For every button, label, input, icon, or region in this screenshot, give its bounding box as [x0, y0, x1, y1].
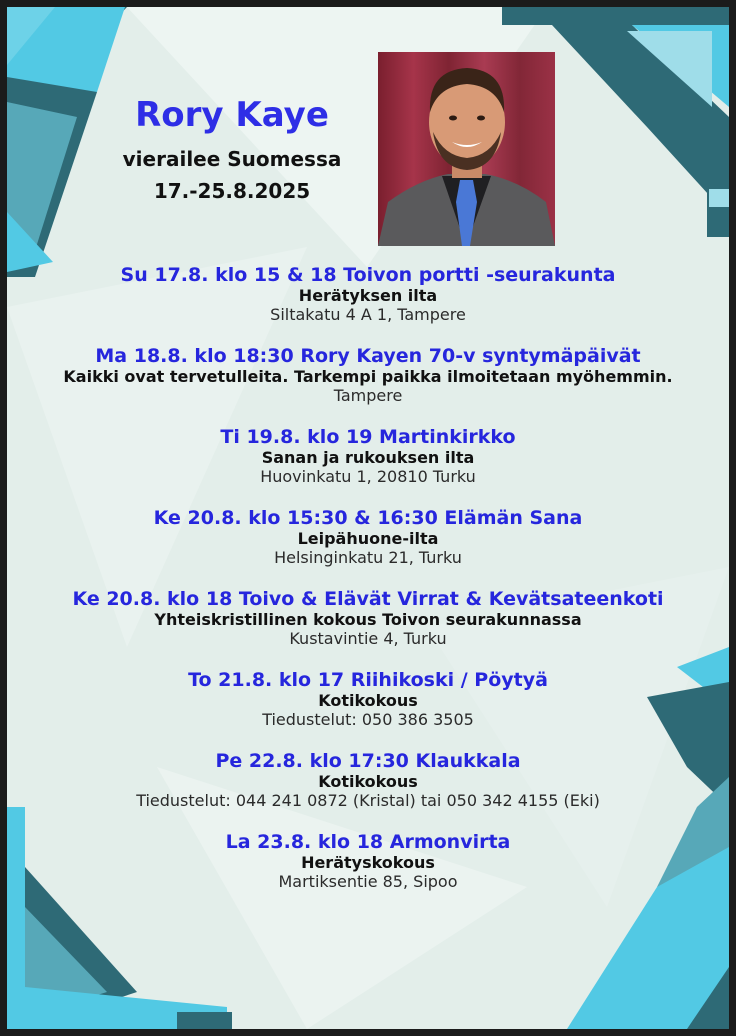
event-heading: Pe 22.8. klo 17:30 Klaukkala — [215, 750, 521, 772]
event-subtitle: Yhteiskristillinen kokous Toivon seurakunnassa — [154, 610, 582, 629]
event-item — [7, 264, 729, 325]
event-subtitle: Kaikki ovat tervetulleita. Tarkempi paikka ilmoitetaan myöhemmin. — [63, 367, 673, 386]
event-location: Martiksentie 85, Sipoo — [278, 872, 458, 891]
event-item — [7, 426, 729, 487]
event-heading: Ti 19.8. klo 19 Martinkirkko — [220, 426, 516, 448]
event-item — [7, 750, 729, 811]
event-location: Huovinkatu 1, 20810 Turku — [260, 467, 476, 486]
event-heading: La 23.8. klo 18 Armonvirta — [225, 831, 511, 853]
event-location: Helsinginkatu 21, Turku — [274, 548, 462, 567]
event-subtitle: Herätyskokous — [301, 853, 435, 872]
event-item — [7, 831, 729, 892]
poster-title: Rory Kaye — [135, 95, 329, 135]
event-item — [7, 345, 729, 406]
event-item — [7, 507, 729, 568]
event-subtitle: Herätyksen ilta — [298, 286, 438, 305]
event-item — [7, 669, 729, 730]
event-location: Tiedustelut: 050 386 3505 — [262, 710, 474, 729]
event-heading: Su 17.8. klo 15 & 18 Toivon portti -seurakunta — [120, 264, 616, 286]
poster-subtitle: vierailee Suomessa — [122, 147, 342, 171]
event-heading: Ke 20.8. klo 15:30 & 16:30 Elämän Sana — [153, 507, 583, 529]
event-subtitle: Kotikokous — [318, 772, 418, 791]
event-location: Siltakatu 4 A 1, Tampere — [270, 305, 466, 324]
event-subtitle: Sanan ja rukouksen ilta — [261, 448, 475, 467]
event-heading: To 21.8. klo 17 Riihikoski / Pöytyä — [188, 669, 548, 691]
event-location: Tampere — [333, 386, 403, 405]
speaker-portrait — [378, 52, 555, 246]
poster-dates: 17.-25.8.2025 — [153, 179, 311, 203]
event-list — [7, 264, 729, 912]
event-heading: Ma 18.8. klo 18:30 Rory Kayen 70-v syntymäpäivät — [95, 345, 641, 367]
event-subtitle: Kotikokous — [318, 691, 418, 710]
event-location: Tiedustelut: 044 241 0872 (Kristal) tai 050 342 4155 (Eki) — [136, 791, 600, 810]
event-location: Kustavintie 4, Turku — [289, 629, 447, 648]
event-subtitle: Leipähuone-ilta — [297, 529, 439, 548]
event-item — [7, 588, 729, 649]
event-poster — [7, 7, 729, 1029]
event-heading: Ke 20.8. klo 18 Toivo & Elävät Virrat & Kevätsateenkoti — [72, 588, 664, 610]
